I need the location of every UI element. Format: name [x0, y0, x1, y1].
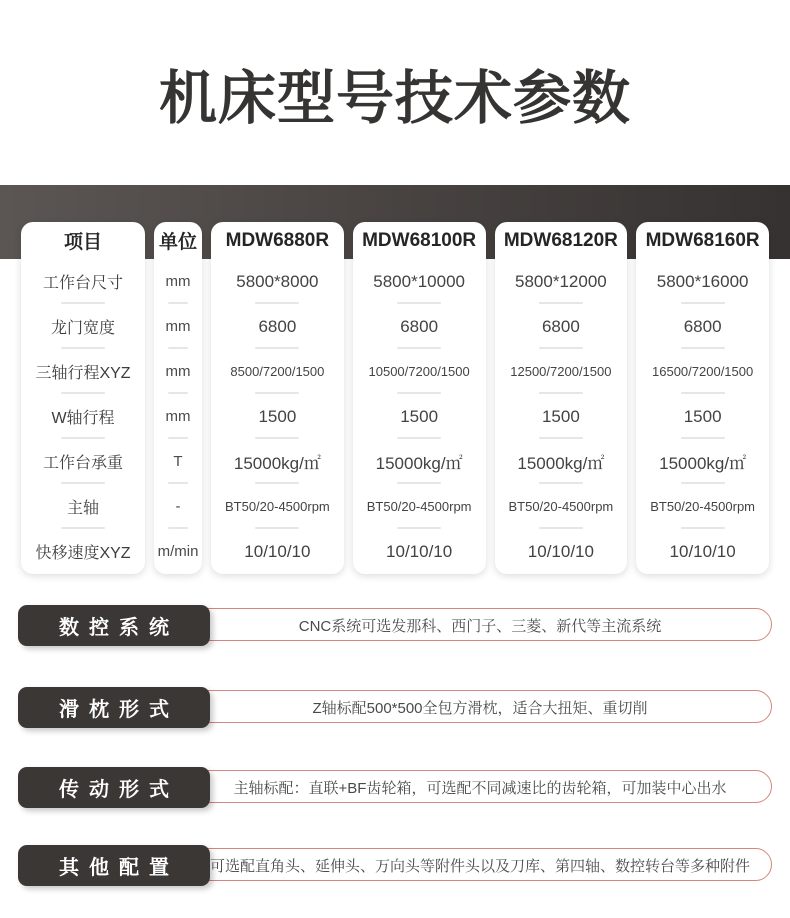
spec-value-cell: 1500 — [495, 394, 628, 439]
column-item-header: 项目 — [63, 232, 102, 253]
spec-unit-cell: m/min — [157, 543, 199, 560]
section-label-text: 传动形式 — [59, 779, 179, 801]
spec-value-cell: BT50/20-4500rpm — [211, 484, 344, 529]
spec-value-cell: 1500 — [636, 394, 769, 439]
spec-unit-cell: mm — [154, 259, 202, 304]
column-model-2-header: MDW68120R — [503, 229, 618, 251]
spec-value-cell: 15000kg/㎡ — [636, 439, 769, 484]
column-item — [21, 222, 145, 574]
column-model-1 — [353, 222, 486, 574]
spec-section-2 — [18, 767, 772, 808]
spec-value-cell: 10/10/10 — [244, 541, 311, 561]
spec-item-cell: 工作台尺寸 — [21, 259, 145, 304]
spec-unit-cell: mm — [154, 394, 202, 439]
spec-value-cell: 1500 — [211, 394, 344, 439]
spec-value-cell: 8500/7200/1500 — [211, 349, 344, 394]
column-unit — [154, 222, 202, 574]
spec-item-cell: 龙门宽度 — [21, 304, 145, 349]
spec-value-cell: 12500/7200/1500 — [495, 349, 628, 394]
spec-value-cell: 5800*8000 — [211, 259, 344, 304]
spec-value-cell: 10/10/10 — [386, 541, 453, 561]
section-label-text: 数控系统 — [59, 617, 179, 639]
spec-value-cell: 6800 — [353, 304, 486, 349]
column-model-0-header: MDW6880R — [225, 229, 330, 251]
spec-item-cell: 三轴行程XYZ — [21, 349, 145, 394]
column-model-2 — [495, 222, 628, 574]
column-model-3 — [636, 222, 769, 574]
spec-value-cell: 16500/7200/1500 — [636, 349, 769, 394]
spec-value-cell: 5800*12000 — [495, 259, 628, 304]
spec-unit-cell: T — [154, 439, 202, 484]
spec-value-cell: 6800 — [211, 304, 344, 349]
spec-item-cell: 工作台承重 — [21, 439, 145, 484]
section-description: 可选配直角头、延伸头、万向头等附件头以及刀库、第四轴、数控转台等多种附件 — [210, 858, 751, 875]
spec-value-cell: 10500/7200/1500 — [353, 349, 486, 394]
spec-section-1 — [18, 687, 772, 728]
spec-unit-cell: - — [154, 484, 202, 529]
section-label — [18, 767, 210, 808]
section-description: 主轴标配：直联+BF齿轮箱，可选配不同减速比的齿轮箱，可加装中心出水 — [233, 780, 727, 797]
spec-value-cell: 6800 — [636, 304, 769, 349]
spec-item-cell: 快移速度XYZ — [35, 545, 131, 562]
spec-value-cell: 5800*10000 — [353, 259, 486, 304]
spec-value-cell: 10/10/10 — [669, 541, 736, 561]
spec-item-cell: W轴行程 — [21, 394, 145, 439]
spec-section-3 — [18, 845, 772, 886]
spec-value-cell: 15000kg/㎡ — [211, 439, 344, 484]
column-model-0 — [211, 222, 344, 574]
spec-value-cell: 6800 — [495, 304, 628, 349]
section-description: CNC系统可选发那科、西门子、三菱、新代等主流系统 — [298, 618, 662, 635]
page-title: 机床型号技术参数 — [158, 66, 631, 131]
column-model-3-header: MDW68160R — [645, 229, 760, 251]
section-label — [18, 845, 210, 886]
spec-value-cell: 15000kg/㎡ — [353, 439, 486, 484]
spec-unit-cell: mm — [154, 349, 202, 394]
spec-value-cell: 5800*16000 — [636, 259, 769, 304]
spec-table — [21, 222, 769, 574]
section-label — [18, 687, 210, 728]
section-label-text: 滑枕形式 — [59, 699, 179, 721]
spec-value-cell: BT50/20-4500rpm — [636, 484, 769, 529]
spec-section-0 — [18, 605, 772, 646]
spec-unit-cell: mm — [154, 304, 202, 349]
spec-value-cell: BT50/20-4500rpm — [353, 484, 486, 529]
spec-value-cell: 1500 — [353, 394, 486, 439]
spec-value-cell: 15000kg/㎡ — [495, 439, 628, 484]
section-label — [18, 605, 210, 646]
column-model-1-header: MDW68100R — [362, 229, 477, 251]
spec-value-cell: BT50/20-4500rpm — [495, 484, 628, 529]
section-description: Z轴标配500*500全包方滑枕，适合大扭矩、重切削 — [312, 700, 648, 717]
spec-item-cell: 主轴 — [21, 484, 145, 529]
section-label-text: 其他配置 — [59, 857, 179, 879]
column-unit-header: 单位 — [158, 232, 197, 253]
spec-value-cell: 10/10/10 — [527, 541, 594, 561]
